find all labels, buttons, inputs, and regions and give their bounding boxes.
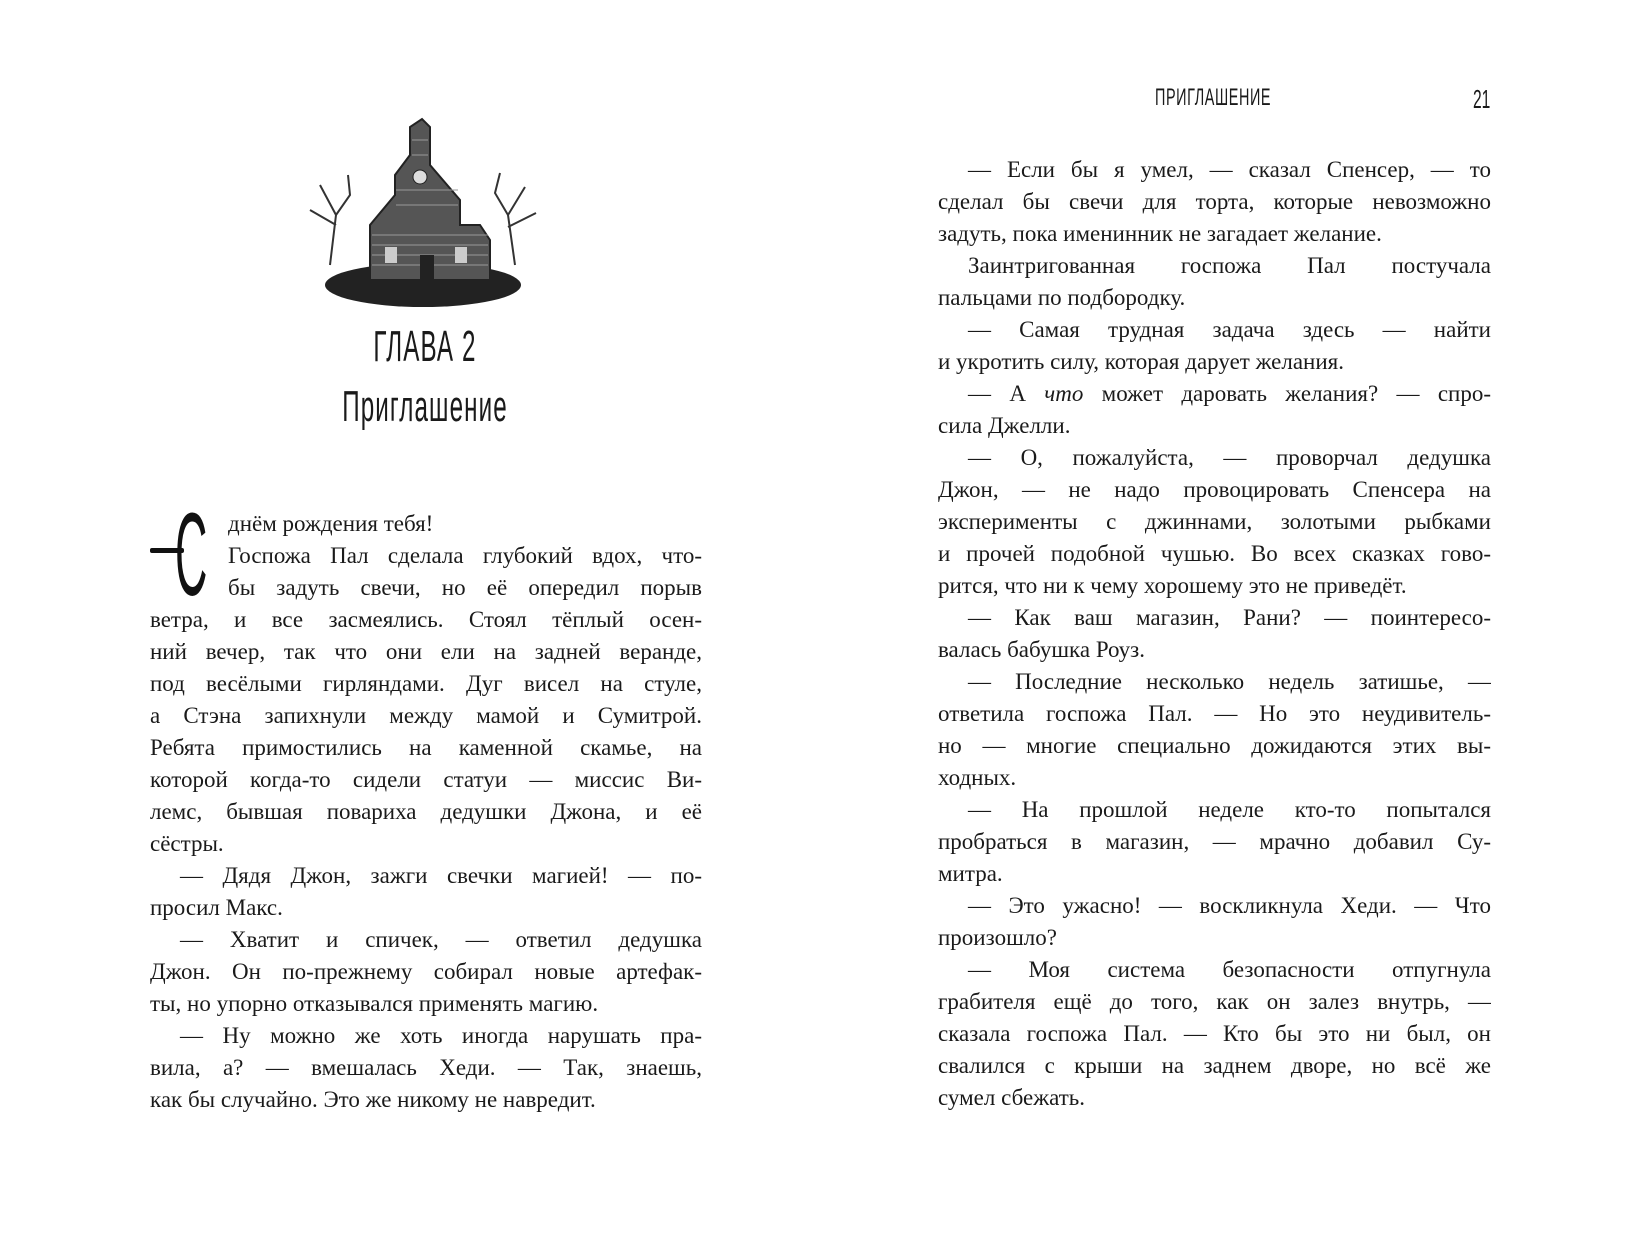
text-line: Джон. Он по-прежнему собирал новые артефак- [150, 959, 702, 984]
text-line: задуть, пока именинник не загадает желание. [938, 221, 1382, 246]
text-line: сила Джелли. [938, 413, 1071, 438]
text-line: пальцами по подбородку. [938, 285, 1186, 310]
text-line: ты, но упорно отказывался применять магию. [150, 991, 599, 1016]
text-line: митра. [938, 861, 1003, 886]
text-line: Джон, — не надо провоцировать Спенсера на [938, 477, 1491, 502]
right-page [815, 0, 1630, 1252]
text-line: пробраться в магазин, — мрачно добавил Су- [938, 829, 1491, 854]
text-line: Ребята примостились на каменной скамье, на [150, 735, 702, 760]
text-line: — Хватит и спичек, — ответил дедушка [180, 927, 702, 952]
text-line: Заинтригованная госпожа Пал постучала [968, 253, 1491, 278]
left-body-text [150, 508, 702, 1116]
text-line: свалился с крыши на заднем дворе, но всё же [938, 1053, 1491, 1078]
text-line: — Если бы я умел, — сказал Спенсер, — то [968, 157, 1491, 182]
running-title: ПРИГЛАШЕНИЕ [1155, 84, 1272, 111]
text-line: произошло? [938, 925, 1057, 950]
text-line: а Стэна запихнули между мамой и Сумитрой. [150, 703, 702, 728]
text-line [938, 378, 1491, 410]
text-line: валась бабушка Роуз. [938, 637, 1146, 662]
text-line: сумел сбежать. [938, 1085, 1085, 1110]
text-line: бы задуть свечи, но её опередил порыв [228, 575, 702, 600]
text-line: как бы случайно. Это же никому не навредит. [150, 1087, 596, 1112]
text-line: но — многие специально дожидаются этих вы- [938, 733, 1491, 758]
text-line: — Это ужасно! — воскликнула Хеди. — Что [968, 893, 1491, 918]
text-line: — Как ваш магазин, Рани? — поинтересо- [968, 605, 1491, 630]
text-line: — О, пожалуйста, — проворчал дедушка [968, 445, 1491, 470]
dropcap-paragraph [150, 508, 702, 604]
text-line: — На прошлой неделе кто-то попытался [968, 797, 1491, 822]
text-line: ходных. [938, 765, 1017, 790]
text-line: сёстры. [150, 831, 224, 856]
body-lines [150, 604, 702, 1116]
text-line: ний вечер, так что они ели на задней веранде, [150, 639, 702, 664]
text-line: — Моя система безопасности отпугнула [968, 957, 1491, 982]
text-line: сказала госпожа Пал. — Кто бы это ни был, он [938, 1021, 1491, 1046]
text-line: которой когда-то сидели статуи — миссис Ви- [150, 767, 702, 792]
text-line: ответила госпожа Пал. — Но это неудивитель- [938, 701, 1491, 726]
text-line: ветра, и все засмеялись. Стоял тёплый осен- [150, 607, 702, 632]
text-line: — Самая трудная задача здесь — найти [968, 317, 1491, 342]
text-line: просил Макс. [150, 895, 283, 920]
text-line: и прочей подобной чушью. Во всех сказках гово- [938, 541, 1491, 566]
text-segment: может даровать желания? — спро- [1083, 381, 1491, 406]
italic-word: что [1044, 381, 1084, 406]
chapter-title: Приглашение [342, 382, 508, 431]
text-line: лемс, бывшая повариха дедушки Джона, и её [150, 799, 702, 824]
dropcap-letter: С [175, 489, 208, 621]
haunted-house-illustration [300, 115, 546, 311]
text-line: под весёлыми гирляндами. Дуг висел на стуле, [150, 671, 702, 696]
text-line: днём рождения тебя! [228, 511, 434, 536]
text-line: грабителя ещё до того, как он залез внутрь, — [938, 989, 1491, 1014]
text-line: сделал бы свечи для торта, которые невозможно [938, 189, 1491, 214]
text-line: Госпожа Пал сделала глубокий вдох, что- [228, 543, 702, 568]
page-number: 21 [1473, 84, 1491, 114]
text-line: вила, а? — вмешалась Хеди. — Так, знаешь, [150, 1055, 702, 1080]
chapter-number: ГЛАВА 2 [373, 322, 477, 371]
text-line: эксперименты с джиннами, золотыми рыбками [938, 509, 1491, 534]
text-segment: — А [968, 381, 1045, 406]
right-body-text [938, 154, 1491, 1114]
text-line: — Дядя Джон, зажги свечки магией! — по- [180, 863, 702, 888]
text-line: рится, что ни к чему хорошему это не приведёт. [938, 573, 1407, 598]
text-line: — Ну можно же хоть иногда нарушать пра- [180, 1023, 702, 1048]
text-line: — Последние несколько недель затишье, — [968, 669, 1491, 694]
text-line: и укротить силу, которая дарует желания. [938, 349, 1345, 374]
